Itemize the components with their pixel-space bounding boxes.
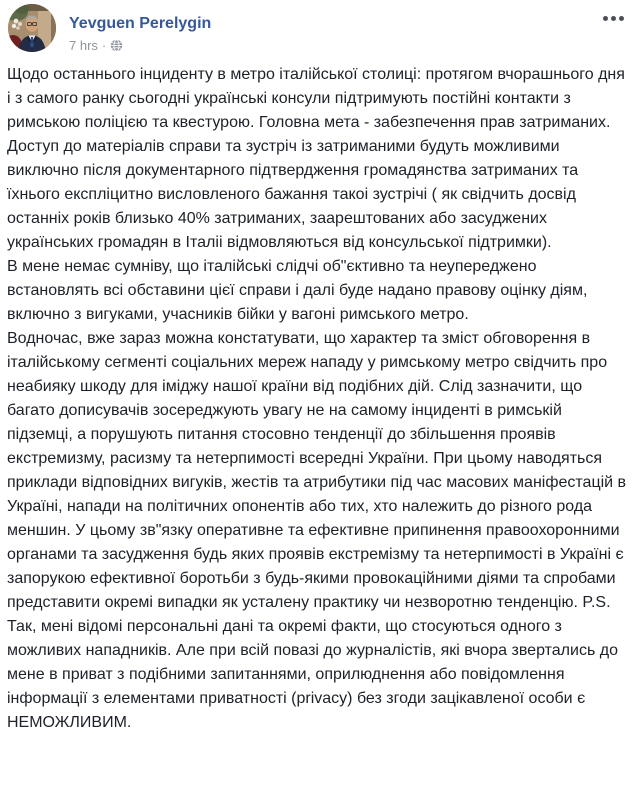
meta-separator: · [101,38,107,53]
post-paragraph: Щодо останнього інциденту в метро італійської столиці: протягом вчорашнього дня і з самого ранку сьогодні українські консули підтримують постійні контакти з римською поліцією та квестурою. Головна мета - забезпечення прав затриманих. Доступ до матеріалів справи та зустріч із затриманими будуть можливими виключно після документарного підтвердження громадянства затриманих та їхнього експліцитно висловленого бажання такоі зустрічі ( як свідчить досвід останніх років близько 40% затриманих, заарештованих або засуджених українських громадян в Італіі відмовляються від консульської підтримки). [7,66,625,251]
post-menu-button[interactable] [601,10,626,27]
post-paragraph: Водночас, вже зараз можна констатувати, що характер та зміст обговорення в італійському сегменті соціальних мереж нападу у римському метро свідчить про неабияку шкоду для іміджу нашої країни від подібних дій. Слід зазначити, що багато дописувачів зосереджують увагу не на самому інциденті в римській підземці, а порушують питання стосовно тенденції до збільшення проявів екстремизму, расизму та нетерпимості всередні України. При цьому наводяться приклади відповідних вигуків, жестів та атрибутики під час масових маніфестацій в Україні, напади на політичних опонентів або тих, хто належить до різного рода меншин. У цьому зв"язку оперативне та ефективне припинення правоохоронними органами та засудження будь яких проявів екстремізму та нетерпимості в Україні є запорукою ефективної боротьби з будь-якими провокаційними діями та спробами представити окремі випадки як усталену практику чи незворотню тенденцію. P.S. Так, мені відомі персональні дані та окремі факти, що стосуються одного з можливих нападників. Але при всій повазі до журналістів, які вчора звертались до мене в приват з подібними запитаннями, оприлюднення або повідомлення інформації з елементами приватності (privacy) без згоди зацікавленої особи є НЕМОЖЛИВИМ. [7,330,627,731]
globe-icon [110,39,123,52]
post-header [0,0,634,53]
avatar[interactable] [8,4,56,52]
post-paragraph: В мене немає сумніву, що італійські слідчі об"єктивно та неупереджено встановлять всі обставини цієї справи і далі буде надано правову оцінку діям, включно з вигуками, учасників бійки у вагоні римського метро. [7,258,588,323]
ellipsis-icon [603,16,624,21]
post-meta [69,38,211,53]
author-link[interactable]: Yevguen Perelygin [69,15,212,32]
avatar-portrait-image [8,4,56,52]
post-body [0,53,634,735]
timestamp[interactable]: 7 hrs [69,38,98,53]
post-header-text [69,4,211,53]
